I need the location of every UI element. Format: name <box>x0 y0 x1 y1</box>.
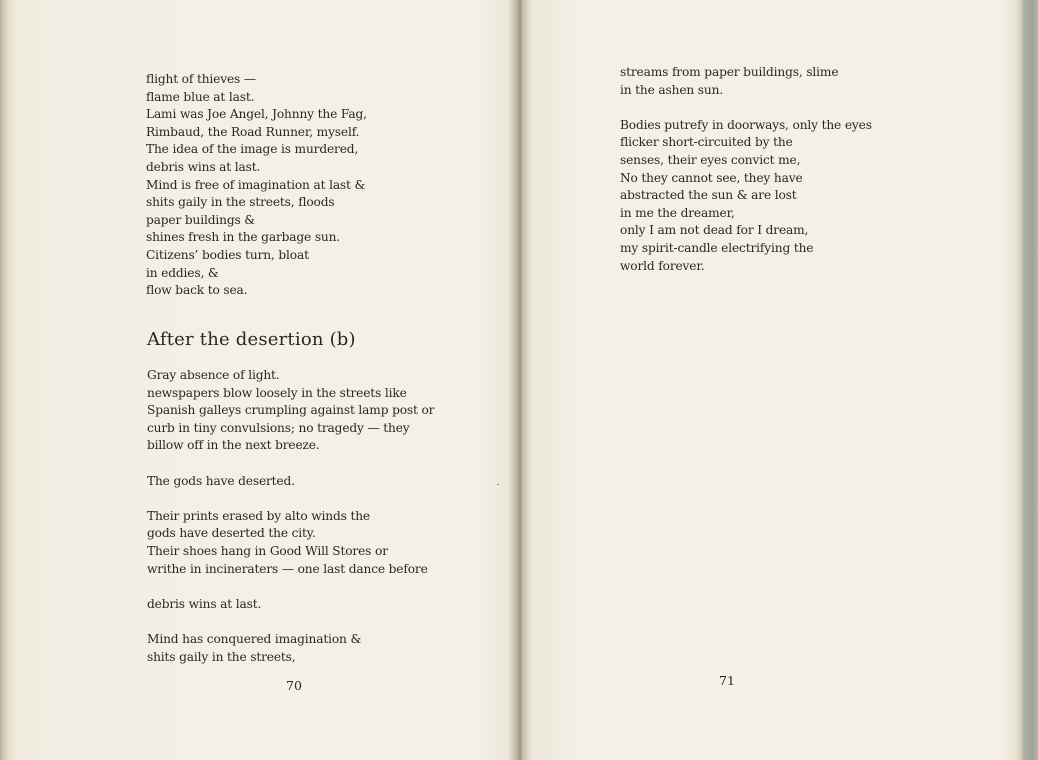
poem-line: Mind is free of imagination at last & <box>146 177 366 192</box>
poem-line: Mind has conquered imagination & <box>147 631 362 646</box>
poem-line: shits gaily in the streets, <box>147 649 296 664</box>
left-page <box>0 0 516 760</box>
poem-line: Bodies putrefy in doorways, only the eyes <box>620 117 872 132</box>
poem-line: flicker short-circuited by the <box>620 135 793 150</box>
poem-line: in the ashen sun. <box>620 82 724 97</box>
poem-line: Their prints erased by alto winds the <box>147 508 370 523</box>
page-number-right: 71 <box>719 673 735 688</box>
stanza <box>147 596 434 614</box>
poem-line: Lami was Joe Angel, Johnny the Fag, <box>146 107 367 122</box>
poem-line: No they cannot see, they have <box>620 170 803 185</box>
stanza <box>620 117 872 275</box>
stanza <box>147 508 434 578</box>
poem-line: newspapers blow loosely in the streets like <box>147 385 407 400</box>
poem-line: gods have deserted the city. <box>147 526 316 541</box>
poem-line: Spanish galleys crumpling against lamp post or <box>147 403 435 418</box>
poem-line: Gray absence of light. <box>147 368 280 382</box>
poem-line: Citizens’ bodies turn, bloat <box>146 247 309 262</box>
poem-line: flame blue at last. <box>146 89 255 104</box>
poem-body <box>620 64 872 275</box>
poem-line: flight of thieves — <box>146 72 256 86</box>
poem-line: billow off in the next breeze. <box>147 438 320 453</box>
poem-line: shines fresh in the garbage sun. <box>146 230 341 245</box>
poem-line: in eddies, & <box>146 265 219 280</box>
poem-line: abstracted the sun & are lost <box>620 188 797 203</box>
poem-continuation <box>146 71 367 300</box>
stanza <box>620 64 872 99</box>
stanza <box>147 473 434 491</box>
paper-speck <box>497 484 499 485</box>
page-number-left: 70 <box>286 678 302 693</box>
poem-line: writhe in incineraters — one last dance before <box>147 561 428 576</box>
poem-line: flow back to sea. <box>146 283 248 298</box>
poem-line: streams from paper buildings, slime <box>620 65 839 79</box>
poem-line: my spirit-candle electrifying the <box>620 240 814 255</box>
poem-line: curb in tiny convulsions; no tragedy — they <box>147 420 410 435</box>
poem-line: debris wins at last. <box>147 596 262 611</box>
poem-line: paper buildings & <box>146 212 256 227</box>
poem-line: only I am not dead for I dream, <box>620 223 809 238</box>
poem-line: shits gaily in the streets, floods <box>146 195 335 210</box>
poem-line: debris wins at last. <box>146 159 261 174</box>
right-page <box>520 0 1020 760</box>
poem-line: Their shoes hang in Good Will Stores or <box>147 543 388 558</box>
poem-line: The idea of the image is murdered, <box>146 142 359 157</box>
poem-line: senses, their eyes convict me, <box>620 152 801 167</box>
poem-line: Rimbaud, the Road Runner, myself. <box>146 124 360 139</box>
poem-body <box>147 367 434 666</box>
poem-line: The gods have deserted. <box>147 473 295 488</box>
stanza <box>147 367 434 455</box>
stanza <box>147 631 434 666</box>
poem-line: world forever. <box>620 258 705 273</box>
poem-title: After the desertion (b) <box>147 329 356 350</box>
poem-line: in me the dreamer, <box>620 205 735 220</box>
